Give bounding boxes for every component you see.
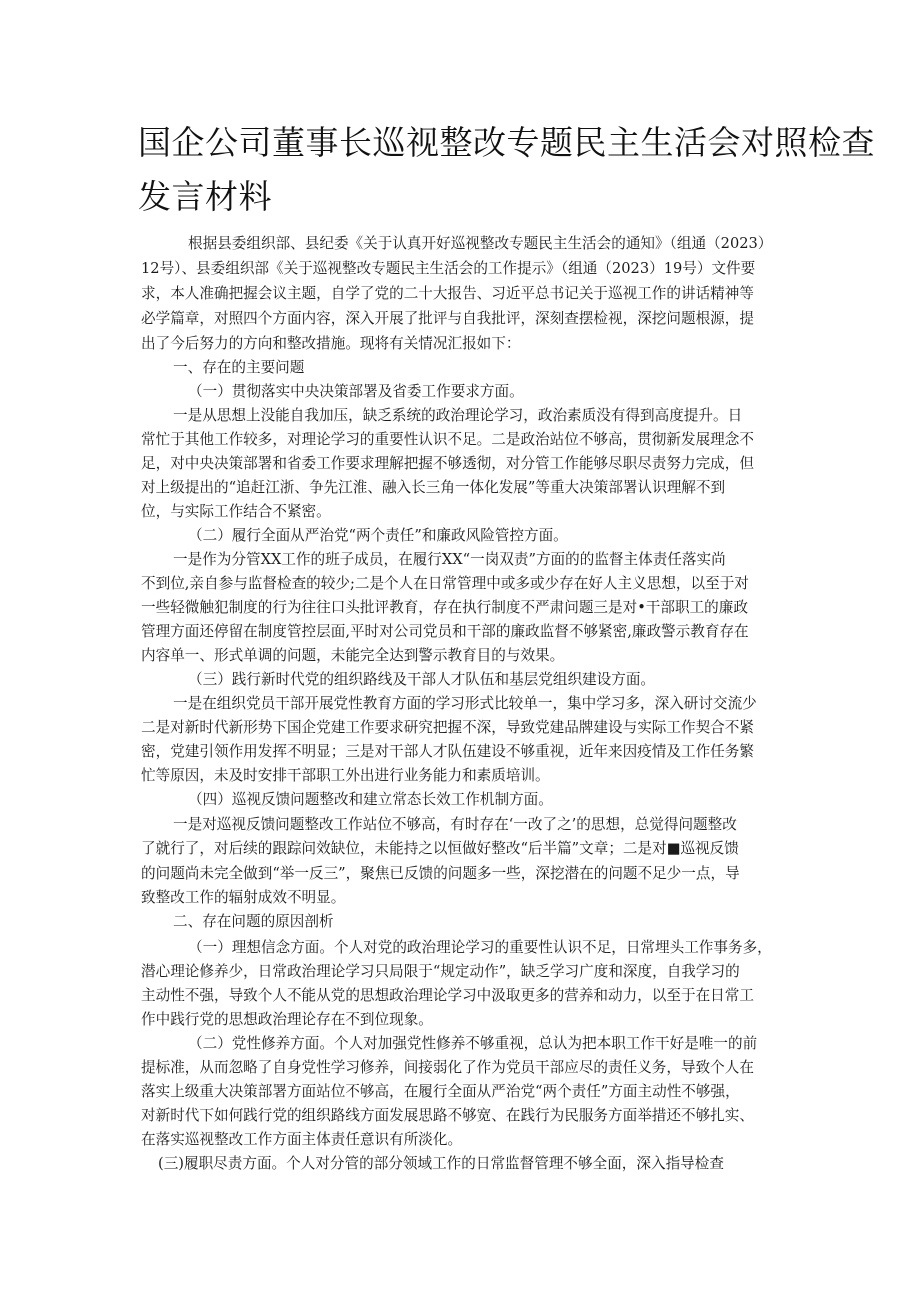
body-line: 二是对新时代新形势下国企党建工作要求研究把握不深，导致党建品牌建设与实际工作契合不紧: [141, 719, 754, 736]
subsection-heading: （四）巡视反馈问题整改和建立常态长效工作机制方面。: [188, 791, 553, 808]
body-line: 潜心理论修养少，日常政治理论学习只局限于“规定动作”，缺乏学习广度和深度，自我学习的: [141, 963, 740, 980]
document-title-line-1: 国企公司董事长巡视整改专题民主生活会对照检查: [138, 123, 875, 162]
body-line: （二）党性修养方面。个人对加强党性修养不够重视，总认为把本职工作干好是唯一的前: [188, 1035, 758, 1052]
body-line: 对新时代下如何践行党的组织路线方面发展思路不够宽、在践行为民服务方面举措还不够扎实、: [141, 1107, 754, 1124]
section-heading: 二、存在问题的原因剖析: [173, 913, 334, 930]
body-line: 必学篇章，对照四个方面内容，深入开展了批评与自我批评，深刻查摆检视，深挖问题根源，提: [141, 310, 754, 327]
body-line: 常忙于其他工作较多，对理论学习的重要性认识不足。二是政治站位不够高，贯彻新发展理念不: [141, 431, 754, 448]
body-line: 提标准，从而忽略了自身党性学习修养，间接弱化了作为党员干部应尽的责任义务，导致个人在: [141, 1059, 754, 1076]
body-line: (三)履职尽责方面。个人对分管的部分领域工作的日常监督管理不够全面，深入指导检查: [158, 1155, 724, 1172]
body-line: 落实上级重大决策部署方面站位不够高，在履行全面从严治党“两个责任”方面主动性不够强，: [141, 1083, 740, 1100]
body-line: 12号）、县委组织部《关于巡视整改专题民主生活会的工作提示》（组通（2023）19号）文件要: [141, 260, 756, 277]
body-line: 在落实巡视整改工作方面主体责任意识有所淡化。: [141, 1131, 463, 1148]
body-line: 内容单一、形式单调的问题，未能完全达到警示教育目的与效果。: [141, 647, 565, 664]
section-heading: 一、存在的主要问题: [173, 359, 305, 376]
document-title-line-2: 发言材料: [138, 177, 272, 216]
body-line: 致整改工作的辐射成效不明显。: [141, 889, 346, 906]
body-line: 一是作为分管XX工作的班子成员，在履行XX“一岗双责”方面的的监督主体责任落实尚: [173, 551, 726, 568]
body-line: 一些轻微触犯制度的行为往往口头批评教育，存在执行制度不严肃问题三是对•干部职工的廉政: [141, 599, 748, 616]
body-line: 一是对巡视反馈问题整改工作站位不够高，有时存在‘一改了之’的思想，总觉得问题整改: [173, 816, 737, 833]
body-line: 不到位,亲自参与监督检查的较少;二是个人在日常管理中或多或少存在好人主义思想，以至于对: [141, 575, 749, 592]
body-line: 的问题尚未完全做到“举一反三”，聚焦已反馈的问题多一些，深挖潜在的问题不足少一点，导: [141, 865, 740, 882]
body-line: 密，党建引领作用发挥不明显；三是对干部人才队伍建设不够重视，近年来因疫情及工作任务繁: [141, 743, 754, 760]
body-line: 出了今后努力的方向和整改措施。现将有关情况汇报如下：: [141, 335, 521, 352]
body-line: 一是在组织党员干部开展党性教育方面的学习形式比较单一，集中学习多，深入研讨交流少: [173, 695, 757, 712]
body-line: 根据县委组织部、县纪委《关于认真开好巡视整改专题民主生活会的通知》（组通（2023）: [188, 235, 773, 252]
body-line: 忙等原因，未及时安排干部职工外出进行业务能力和素质培训。: [141, 767, 550, 784]
subsection-heading: （一）贯彻落实中央决策部署及省委工作要求方面。: [188, 383, 524, 400]
body-line: 足，对中央决策部署和省委工作要求理解把握不够透彻，对分管工作能够尽职尽责努力完成，但: [141, 455, 754, 472]
body-line: 位，与实际工作结合不紧密。: [141, 503, 331, 520]
subsection-heading: （三）践行新时代党的组织路线及干部人才队伍和基层党组织建设方面。: [188, 671, 656, 688]
body-line: 一是从思想上没能自我加压，缺乏系统的政治理论学习，政治素质没有得到高度提升。日: [173, 407, 743, 424]
body-line: 主动性不强，导致个人不能从党的思想政治理论学习中汲取更多的营养和动力，以至于在日常工: [141, 987, 754, 1004]
body-line: （一）理想信念方面。个人对党的政治理论学习的重要性认识不足，日常埋头工作事务多，: [188, 939, 772, 956]
body-line: 了就行了，对后续的跟踪问效缺位，未能持之以恒做好整改“后半篇”文章；二是对■巡视反馈: [141, 840, 739, 857]
subsection-heading: （二）履行全面从严治党“两个责任”和廉政风险管控方面。: [188, 527, 568, 544]
body-line: 对上级提出的“追赶江浙、争先江淮、融入长三角一体化发展”等重大决策部署认识理解不到: [141, 479, 726, 496]
body-line: 作中践行党的思想政治理论存在不到位现象。: [141, 1011, 433, 1028]
body-line: 管理方面还停留在制度管控层面,平时对公司党员和干部的廉政监督不够紧密,廉政警示教育存在: [141, 623, 749, 640]
body-line: 求，本人准确把握会议主题，自学了党的二十大报告、习近平总书记关于巡视工作的讲话精神等: [141, 285, 754, 302]
